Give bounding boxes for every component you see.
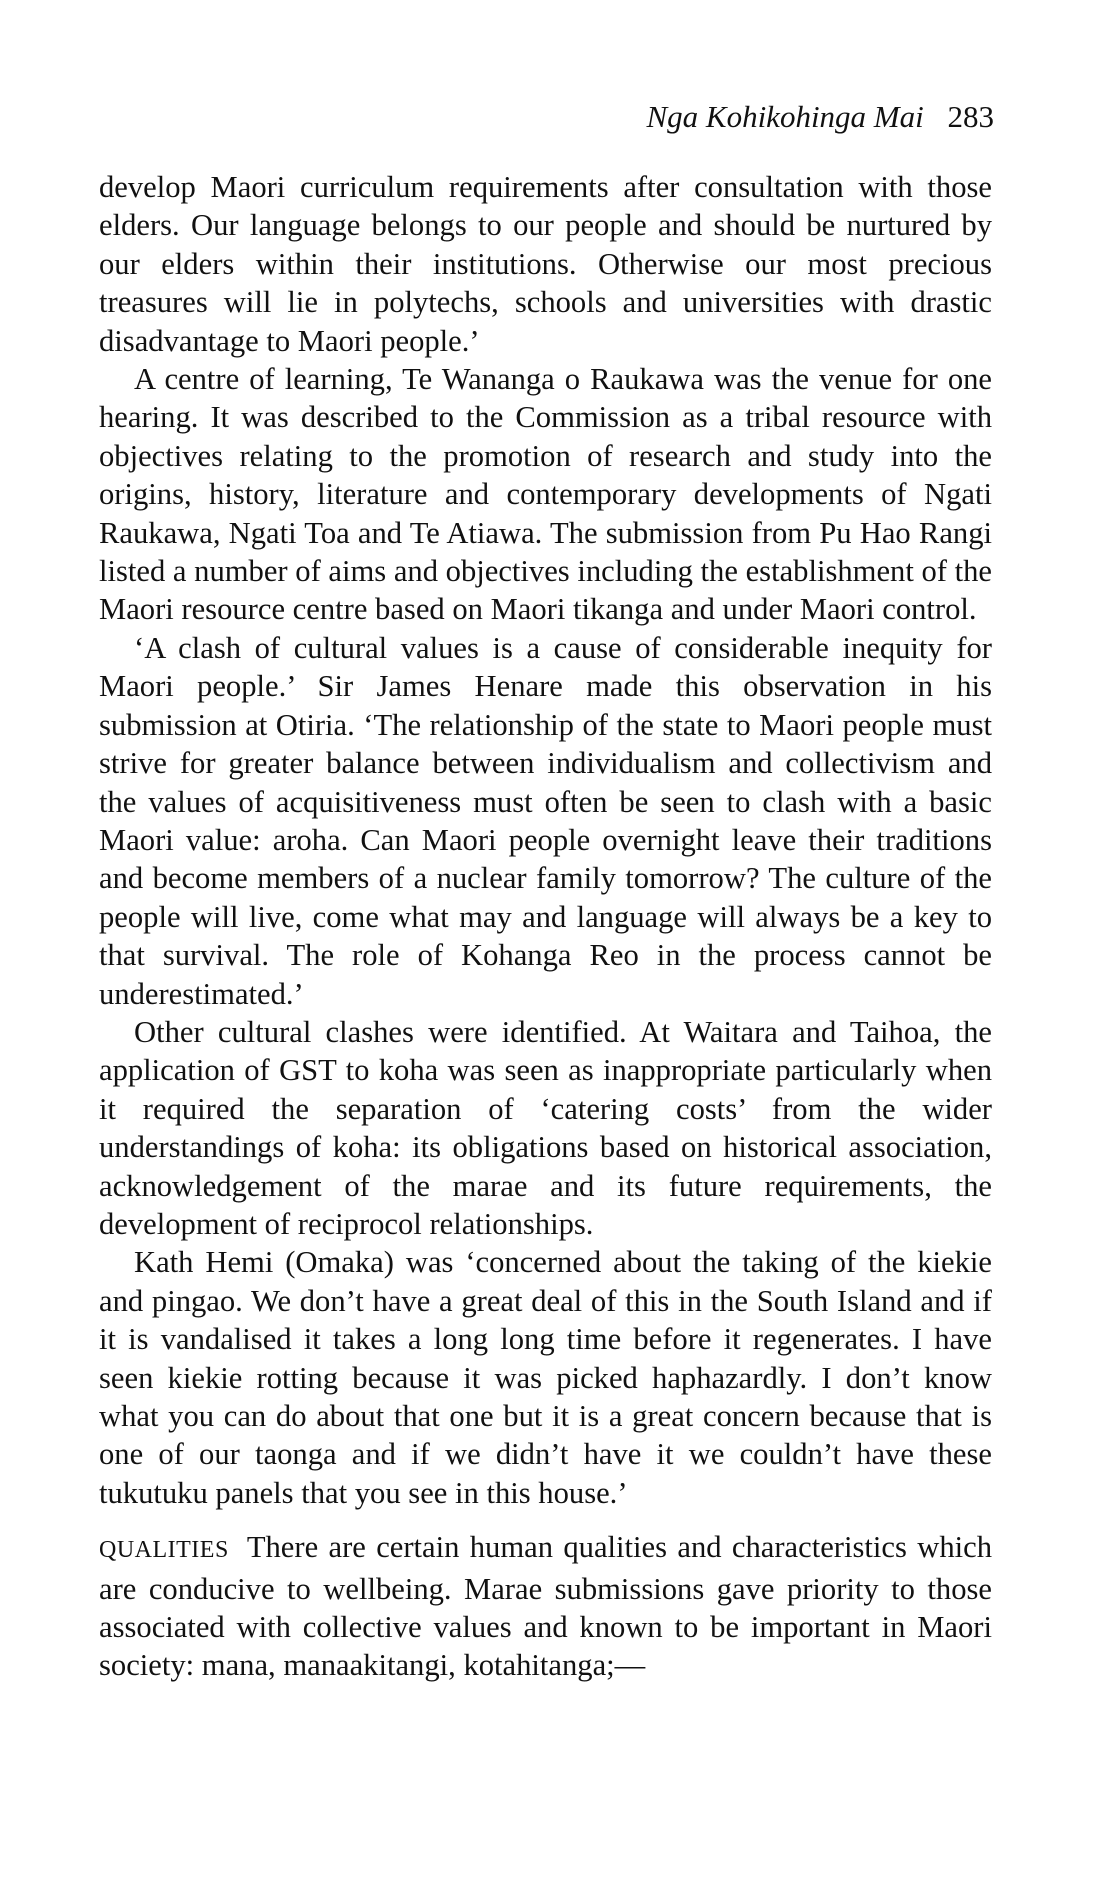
paragraph-cultural-clashes: Other cultural clashes were identified. At Waitara and Taihoa, the application of GST to koha was seen as inappropriate particularly when it required the separation of ‘catering costs’ from the wider understandings of koha: its obligations based on historical association, acknowledgement of the marae and its future requirements, the development of reciprocol relationships. <box>99 1014 992 1241</box>
running-title: Nga Kohikohinga Mai <box>646 99 924 134</box>
page-number: 283 <box>947 99 994 134</box>
paragraph-kath-hemi: Kath Hemi (Omaka) was ‘concerned about the taking of the kiekie and pingao. We don’t have a great deal of this in the South Island and if it is vandalised it takes a long long time before it regenerates. I have seen kiekie rotting because it was picked haphazardly. I don’t know what you can do about that one but it is a great concern because that is one of our taonga and if we didn’t have it we couldn’t have these tukutuku panels that you see in this house.’ <box>99 1245 992 1510</box>
section-qualities <box>99 1528 992 1685</box>
section-heading: QUALITIES <box>99 1537 229 1564</box>
running-head <box>646 97 994 137</box>
body-text <box>99 168 992 1685</box>
paragraph-cultural-values: ‘A clash of cultural values is a cause of considerable inequity for Maori people.’ Sir James Henare made this observation in his submission at Otiria. ‘The relationship of the state to Maori people must strive for greater balance between individualism and collectivism and the values of acquisitiveness must often be seen to clash with a basic Maori value: aroha. Can Maori people overnight leave their traditions and become members of a nuclear family tomorrow? The culture of the people will live, come what may and language will always be a key to that survival. The role of Kohanga Reo in the process cannot be underestimated.’ <box>99 630 992 1011</box>
paragraph-wananga: A centre of learning, Te Wananga o Raukawa was the venue for one hearing. It was described to the Commission as a tribal resource with objectives relating to the promotion of research and study into the origins, history, literature and contemporary developments of Ngati Raukawa, Ngati Toa and Te Atiawa. The submission from Pu Hao Rangi listed a number of aims and objectives including the establishment of the Maori resource centre based on Maori tikanga and under Maori control. <box>99 362 992 627</box>
section-text: There are certain human qualities and characteristics which are conducive to wellbeing. Marae submissions gave priority to those associated with collective values and known to be important in Maori society: mana, manaakitangi, kotahitanga;— <box>99 1530 992 1683</box>
paragraph-continued: develop Maori curriculum requirements after consultation with those elders. Our language belongs to our people and should be nurtured by our elders within their institutions. Otherwise our most precious treasures will lie in polytechs, schools and universities with drastic disadvantage to Maori people.’ <box>99 170 992 358</box>
